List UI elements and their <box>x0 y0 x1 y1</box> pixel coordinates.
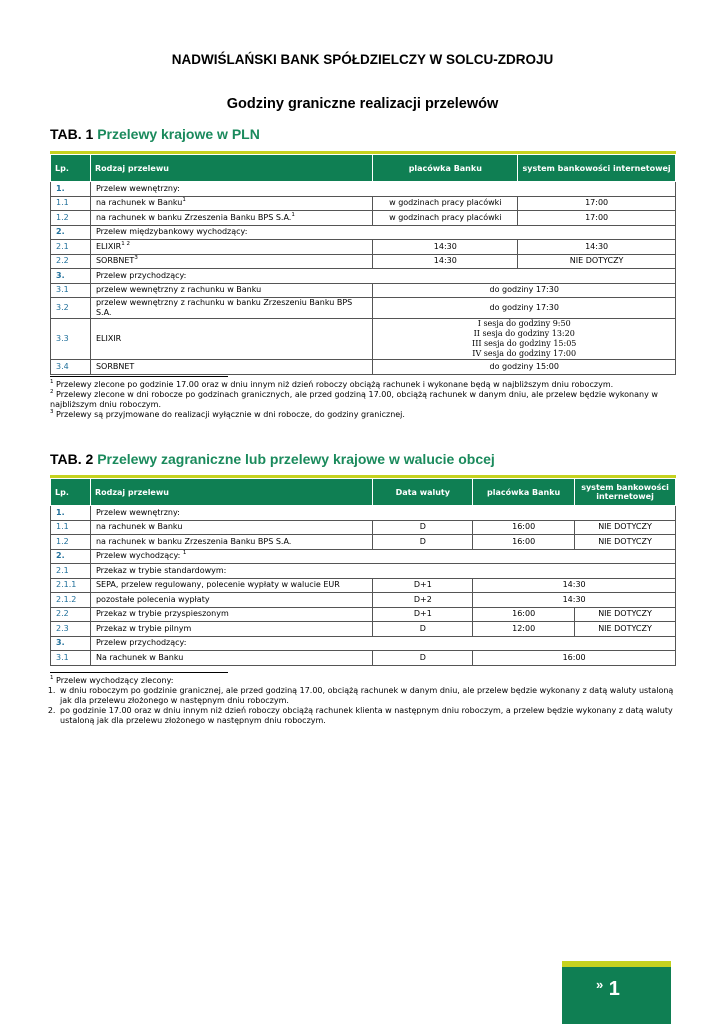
col-internet: system bankowości internetowej <box>518 155 676 182</box>
table-row <box>51 360 676 375</box>
footnote-ref: 3 <box>134 255 138 262</box>
row-index: 1.1 <box>51 520 91 535</box>
page-number-value: 1 <box>608 978 620 1000</box>
col-value-date: Data waluty <box>373 479 473 506</box>
row-index: 3.2 <box>51 298 91 319</box>
row-index: 2.2 <box>51 607 91 622</box>
footnote-marker: 1 <box>50 379 54 385</box>
row-label-text: ELIXIR <box>95 241 122 251</box>
branch-value: 16:00 <box>473 607 575 622</box>
row-label <box>90 240 372 255</box>
footnote-list <box>50 686 676 726</box>
branch-value: w godzinach pracy placówki <box>373 211 518 226</box>
row-index: 3. <box>51 636 91 651</box>
tab2-heading <box>50 451 495 467</box>
table-row <box>51 578 676 593</box>
bank-name: NADWIŚLAŃSKI BANK SPÓŁDZIELCZY W SOLCU-ZDROJU <box>171 52 554 67</box>
row-label: pozostałe polecenia wypłaty <box>90 593 372 608</box>
row-label: Przelew przychodzący: <box>90 636 675 651</box>
row-index: 1.1 <box>51 196 91 211</box>
row-index: 1. <box>51 182 91 197</box>
table-row <box>51 607 676 622</box>
row-label <box>90 211 372 226</box>
internet-value: NIE DOTYCZY <box>575 535 676 550</box>
tab1-header-row <box>51 155 676 182</box>
internet-value: NIE DOTYCZY <box>575 607 676 622</box>
col-internet: system bankowości internetowej <box>575 479 676 506</box>
value-date: D+1 <box>373 607 473 622</box>
row-label: SEPA, przelew regulowany, polecenie wypłaty w walucie EUR <box>90 578 372 593</box>
session-4: IV sesja do godziny 17:00 <box>472 349 577 358</box>
row-index: 3.3 <box>51 319 91 360</box>
row-index: 2. <box>51 225 91 240</box>
row-label-text: Przelew wychodzący: <box>95 551 181 561</box>
row-label: na rachunek w banku Zrzeszenia Banku BPS S.A. <box>90 535 372 550</box>
page-subtitle: Godziny graniczne realizacji przelewów <box>226 96 499 112</box>
col-lp: Lp. <box>51 479 91 506</box>
row-label <box>90 549 675 564</box>
branch-value: w godzinach pracy placówki <box>373 196 518 211</box>
table-row <box>51 636 676 651</box>
col-type: Rodzaj przelewu <box>90 479 372 506</box>
table-row <box>51 651 676 666</box>
row-label: na rachunek w Banku <box>90 520 372 535</box>
session-2: II sesja do godziny 13:20 <box>473 329 575 338</box>
tab1-table <box>50 154 676 375</box>
session-3: III sesja do godziny 15:05 <box>472 339 577 348</box>
row-index: 2.1 <box>51 240 91 255</box>
table-row <box>51 593 676 608</box>
row-index: 3. <box>51 269 91 284</box>
row-index: 2.3 <box>51 622 91 637</box>
footnote <box>50 380 676 390</box>
footnote <box>50 676 676 686</box>
internet-value: 17:00 <box>518 196 676 211</box>
row-label-text: na rachunek w Banku <box>95 198 183 208</box>
row-label: Przelew przychodzący: <box>90 269 675 284</box>
col-branch: placówka Banku <box>473 479 575 506</box>
row-label: przelew wewnętrzny z rachunku w banku Zrzeszeniu Banku BPS S.A. <box>90 298 372 319</box>
merged-value: 16:00 <box>473 651 676 666</box>
branch-value: 14:30 <box>373 240 518 255</box>
table-row <box>51 535 676 550</box>
table-row <box>51 298 676 319</box>
footnote-item: 2. po godzinie 17.00 oraz w dniu innym niż dzień roboczy obciążą rachunek klienta w następnym dniu roboczym, a przelew będzie wykonany z datą waluty ustaloną jak dla przelewu złożonego w następnym dniu roboczym. <box>58 706 676 726</box>
row-label: Przelew wewnętrzny: <box>90 506 675 521</box>
row-label-text: SORBNET <box>95 256 135 266</box>
session-1: I sesja do godziny 9:50 <box>477 319 571 328</box>
row-label: Przekaz w trybie pilnym <box>90 622 372 637</box>
table-row <box>51 622 676 637</box>
table-row <box>51 211 676 226</box>
value-date: D <box>373 520 473 535</box>
footnote-marker: 1 <box>50 675 54 681</box>
footnote <box>50 390 676 410</box>
row-index: 3.1 <box>51 651 91 666</box>
row-label: Przelew międzybankowy wychodzący: <box>90 225 675 240</box>
table-row <box>51 564 676 579</box>
tab2-table <box>50 478 676 666</box>
table-row <box>51 225 676 240</box>
row-label: Przelew wewnętrzny: <box>90 182 675 197</box>
internet-value: 14:30 <box>518 240 676 255</box>
internet-value: NIE DOTYCZY <box>518 254 676 269</box>
footnote-ref: 1 <box>182 550 187 557</box>
row-index: 1. <box>51 506 91 521</box>
row-label: ELIXIR <box>90 319 372 360</box>
tab1-number: TAB. 1 <box>50 126 94 142</box>
branch-value: 12:00 <box>473 622 575 637</box>
table-row <box>51 283 676 298</box>
table-row <box>51 549 676 564</box>
value-date: D+2 <box>373 593 473 608</box>
value-date: D <box>373 622 473 637</box>
internet-value: 17:00 <box>518 211 676 226</box>
row-index: 1.2 <box>51 211 91 226</box>
footnote-text: Przelew wychodzący zlecony: <box>56 676 174 685</box>
row-index: 3.4 <box>51 360 91 375</box>
table-row <box>51 240 676 255</box>
table-row <box>51 520 676 535</box>
footnote-rule <box>50 376 228 377</box>
footnote-rule <box>50 672 228 673</box>
merged-value: do godziny 15:00 <box>373 360 676 375</box>
merged-value: do godziny 17:30 <box>373 283 676 298</box>
table-row <box>51 269 676 284</box>
footnote-text: Przelewy zlecone po godzinie 17.00 oraz w dniu innym niż dzień roboczy obciążą rachunek i wykonane będą w najbliższym dniu roboczym. <box>56 380 614 389</box>
row-label <box>90 254 372 269</box>
col-branch: placówka Banku <box>373 155 518 182</box>
table-row <box>51 254 676 269</box>
row-label: SORBNET <box>90 360 372 375</box>
tab2-title: Przelewy zagraniczne lub przelewy krajowe w walucie obcej <box>97 451 495 467</box>
footnote-text: Przelewy są przyjmowane do realizacji wyłącznie w dni robocze, do godziny granicznej. <box>56 410 405 419</box>
tab2-header-row <box>51 479 676 506</box>
row-label <box>90 196 372 211</box>
row-index: 2.1.1 <box>51 578 91 593</box>
footnote <box>50 410 676 420</box>
page-number-accent <box>562 961 671 967</box>
value-date: D <box>373 651 473 666</box>
branch-value: 16:00 <box>473 520 575 535</box>
footnote-ref: 1 2 <box>121 240 130 247</box>
branch-value: 14:30 <box>373 254 518 269</box>
footnote-marker: 3 <box>50 409 54 415</box>
tab1-title: Przelewy krajowe w PLN <box>97 126 260 142</box>
row-index: 2.2 <box>51 254 91 269</box>
merged-value: 14:30 <box>473 593 676 608</box>
row-label: Na rachunek w Banku <box>90 651 372 666</box>
col-lp: Lp. <box>51 155 91 182</box>
sessions-cell <box>373 319 676 360</box>
row-index: 2.1 <box>51 564 91 579</box>
tab2-footnotes <box>50 676 676 726</box>
value-date: D+1 <box>373 578 473 593</box>
internet-value: NIE DOTYCZY <box>575 622 676 637</box>
tab1-heading <box>50 126 260 142</box>
row-label: przelew wewnętrzny z rachunku w Banku <box>90 283 372 298</box>
row-label-text: na rachunek w banku Zrzeszenia Banku BPS S.A. <box>95 212 292 222</box>
table-row <box>51 506 676 521</box>
footnote-text: Przelewy zlecone w dni robocze po godzinach granicznych, ale przed godziną 17.00, obciążą rachunek w danym dniu, ale przelew będzie wykonany w najbliższym dniu roboczym. <box>50 390 658 409</box>
tab1-footnotes <box>50 380 676 420</box>
footnote-marker: 2 <box>50 389 54 395</box>
col-type: Rodzaj przelewu <box>90 155 372 182</box>
chevron-icon: » <box>596 977 604 992</box>
merged-value: 14:30 <box>473 578 676 593</box>
row-index: 2. <box>51 549 91 564</box>
row-label: Przekaz w trybie przyspieszonym <box>90 607 372 622</box>
row-index: 3.1 <box>51 283 91 298</box>
table-row <box>51 319 676 360</box>
value-date: D <box>373 535 473 550</box>
footnote-item: 1. w dniu roboczym po godzinie granicznej, ale przed godziną 17.00, obciążą rachunek w danym dniu, ale przelew będzie wykonany z datą waluty ustaloną jak dla przelewu złożonego w następnym dniu roboczym. <box>58 686 676 706</box>
footnote-ref: 1 <box>182 197 186 204</box>
branch-value: 16:00 <box>473 535 575 550</box>
tab2-number: TAB. 2 <box>50 451 94 467</box>
page-number <box>596 977 620 1001</box>
table-row <box>51 182 676 197</box>
row-label: Przekaz w trybie standardowym: <box>90 564 675 579</box>
row-index: 2.1.2 <box>51 593 91 608</box>
footnote-ref: 1 <box>291 211 295 218</box>
row-index: 1.2 <box>51 535 91 550</box>
internet-value: NIE DOTYCZY <box>575 520 676 535</box>
table-row <box>51 196 676 211</box>
merged-value: do godziny 17:30 <box>373 298 676 319</box>
